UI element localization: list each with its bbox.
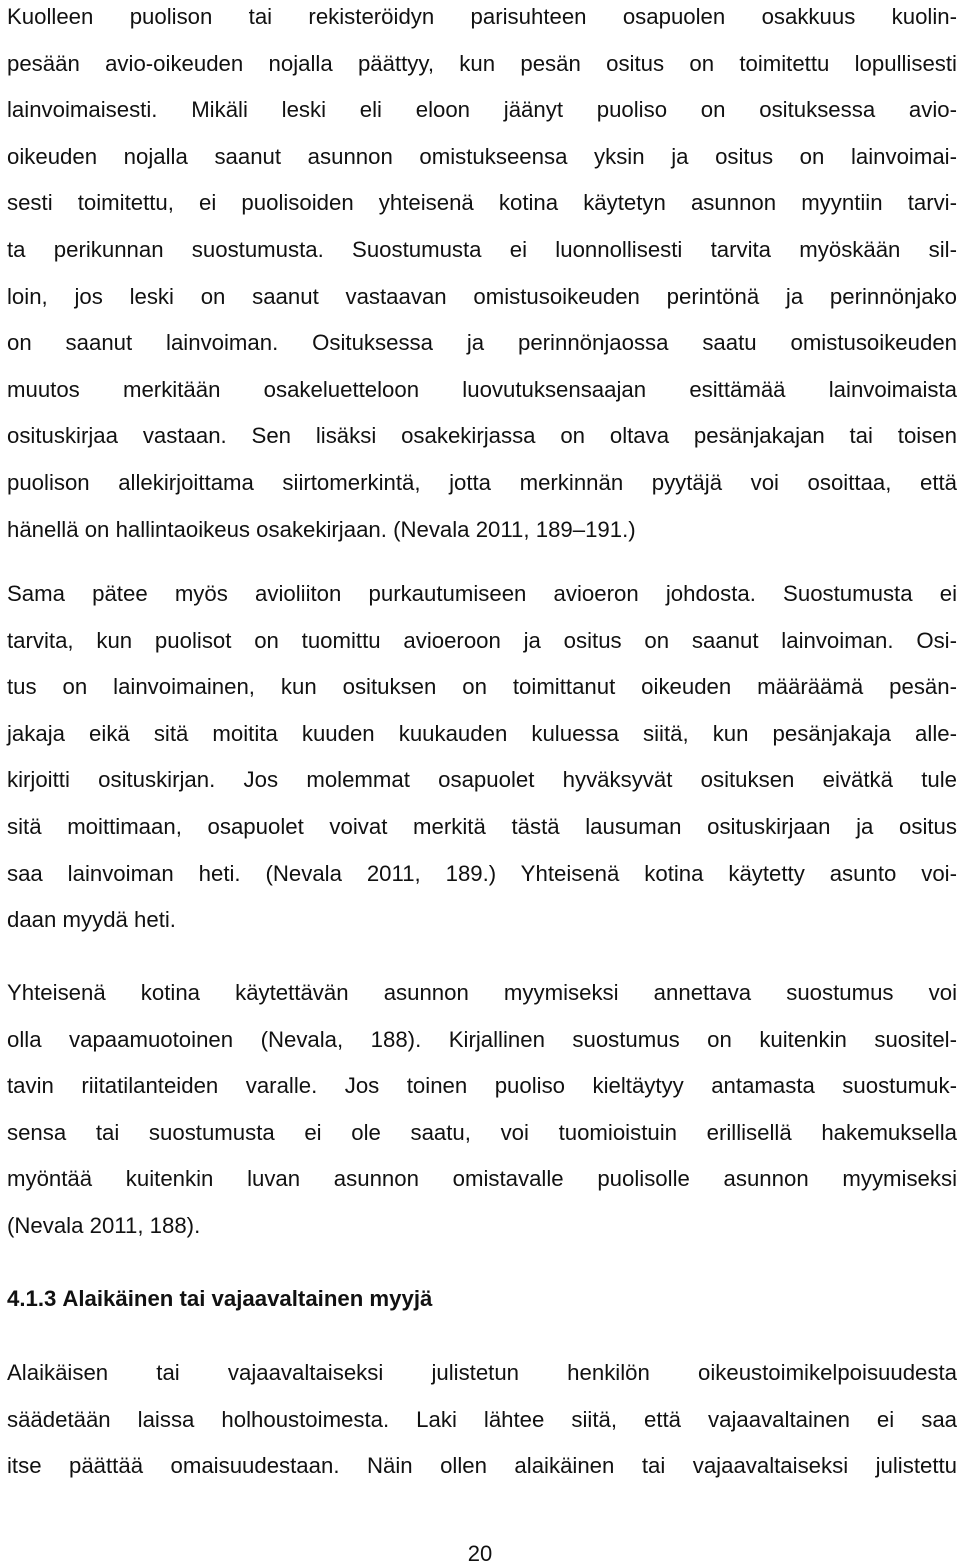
- text-line: olla vapaamuotoinen (Nevala, 188). Kirjallinen suostumus on kuitenkin suositel-: [7, 1026, 957, 1052]
- text-line: lainvoimaisesti. Mikäli leski eli eloon jäänyt puoliso on osituksessa avio-: [7, 97, 957, 123]
- text-line: säädetään laissa holhoustoimesta. Laki lähtee siitä, että vajaavaltainen ei saa: [7, 1406, 957, 1432]
- text-line: saa lainvoiman heti. (Nevala 2011, 189.) Yhteisenä kotina käytetty asunto voi-: [7, 860, 957, 886]
- text-line: on saanut lainvoiman. Osituksessa ja perinnönjaossa saatu omistusoikeuden: [7, 330, 957, 356]
- section-heading: [7, 1280, 432, 1318]
- text-line: Yhteisenä kotina käytettävän asunnon myymiseksi annettava suostumus voi: [7, 980, 957, 1005]
- text-line: ta perikunnan suostumusta. Suostumusta ei luonnollisesti tarvita myöskään sil-: [7, 236, 957, 262]
- text-line: Sama pätee myös avioliiton purkautumiseen avioeron johdosta. Suostumusta ei: [7, 581, 957, 606]
- text-line: osituskirjaa vastaan. Sen lisäksi osakekirjassa on oltava pesänjakajan tai toisen: [7, 423, 957, 449]
- paragraph-consent: [7, 970, 957, 1250]
- text-line: daan myydä heti.: [7, 907, 176, 933]
- text-line: Alaikäisen tai vajaavaltaiseksi julistetun henkilön oikeustoimikelpoisuudesta: [7, 1360, 957, 1385]
- text-line: itse päättää omaisuudestaan. Näin ollen alaikäinen tai vajaavaltaiseksi julistettu: [7, 1453, 957, 1479]
- text-line: jakaja eikä sitä moitita kuuden kuukauden kuluessa siitä, kun pesänjakaja alle-: [7, 720, 957, 746]
- paragraph-estate-ownership: [7, 0, 957, 553]
- text-line: sitä moittimaan, osapuolet voivat merkitä tästä lausuman osituskirjaan ja ositus: [7, 813, 957, 839]
- text-line: tarvita, kun puolisot on tuomittu avioeroon ja ositus on saanut lainvoiman. Osi-: [7, 627, 957, 653]
- text-line: muutos merkitään osakeluetteloon luovutuksensaajan esittämää lainvoimaista: [7, 376, 957, 402]
- text-line: pesään avio-oikeuden nojalla päättyy, kun pesän ositus on toimitettu lopullisesti: [7, 50, 957, 76]
- text-line: myöntää kuitenkin luvan asunnon omistavalle puolisolle asunnon myymiseksi: [7, 1166, 957, 1192]
- text-line: Kuolleen puolison tai rekisteröidyn parisuhteen osapuolen osakkuus kuolin-: [7, 4, 957, 29]
- text-line: loin, jos leski on saanut vastaavan omistusoikeuden perintönä ja perinnönjako: [7, 283, 957, 309]
- text-line: tus on lainvoimainen, kun osituksen on toimittanut oikeuden määräämä pesän-: [7, 674, 957, 700]
- text-line: tavin riitatilanteiden varalle. Jos toinen puoliso kieltäytyy antamasta suostumuk-: [7, 1073, 957, 1099]
- text-line: oikeuden nojalla saanut asunnon omistukseensa yksin ja ositus on lainvoimai-: [7, 143, 957, 169]
- paragraph-divorce: [7, 571, 957, 944]
- text-line: sensa tai suostumusta ei ole saatu, voi tuomioistuin erillisellä hakemuksella: [7, 1119, 957, 1145]
- text-line: (Nevala 2011, 188).: [7, 1212, 201, 1238]
- text-line: sesti toimitettu, ei puolisoiden yhteisenä kotina käytetyn asunnon myyntiin tarvi-: [7, 190, 957, 216]
- text-line: puolison allekirjoittama siirtomerkintä, jotta merkinnän pyytäjä voi osoittaa, että: [7, 469, 957, 495]
- section-title: Alaikäinen tai vajaavaltainen myyjä: [62, 1286, 433, 1311]
- text-line: hänellä on hallintaoikeus osakekirjaan. (Nevala 2011, 189–191.): [7, 516, 636, 542]
- text-line: kirjoitti osituskirjan. Jos molemmat osapuolet hyväksyvät osituksen eivätkä tule: [7, 767, 957, 793]
- page-number: 20: [467, 1541, 493, 1566]
- paragraph-minor-seller: [7, 1350, 957, 1490]
- section-number: 4.1.3: [7, 1286, 57, 1311]
